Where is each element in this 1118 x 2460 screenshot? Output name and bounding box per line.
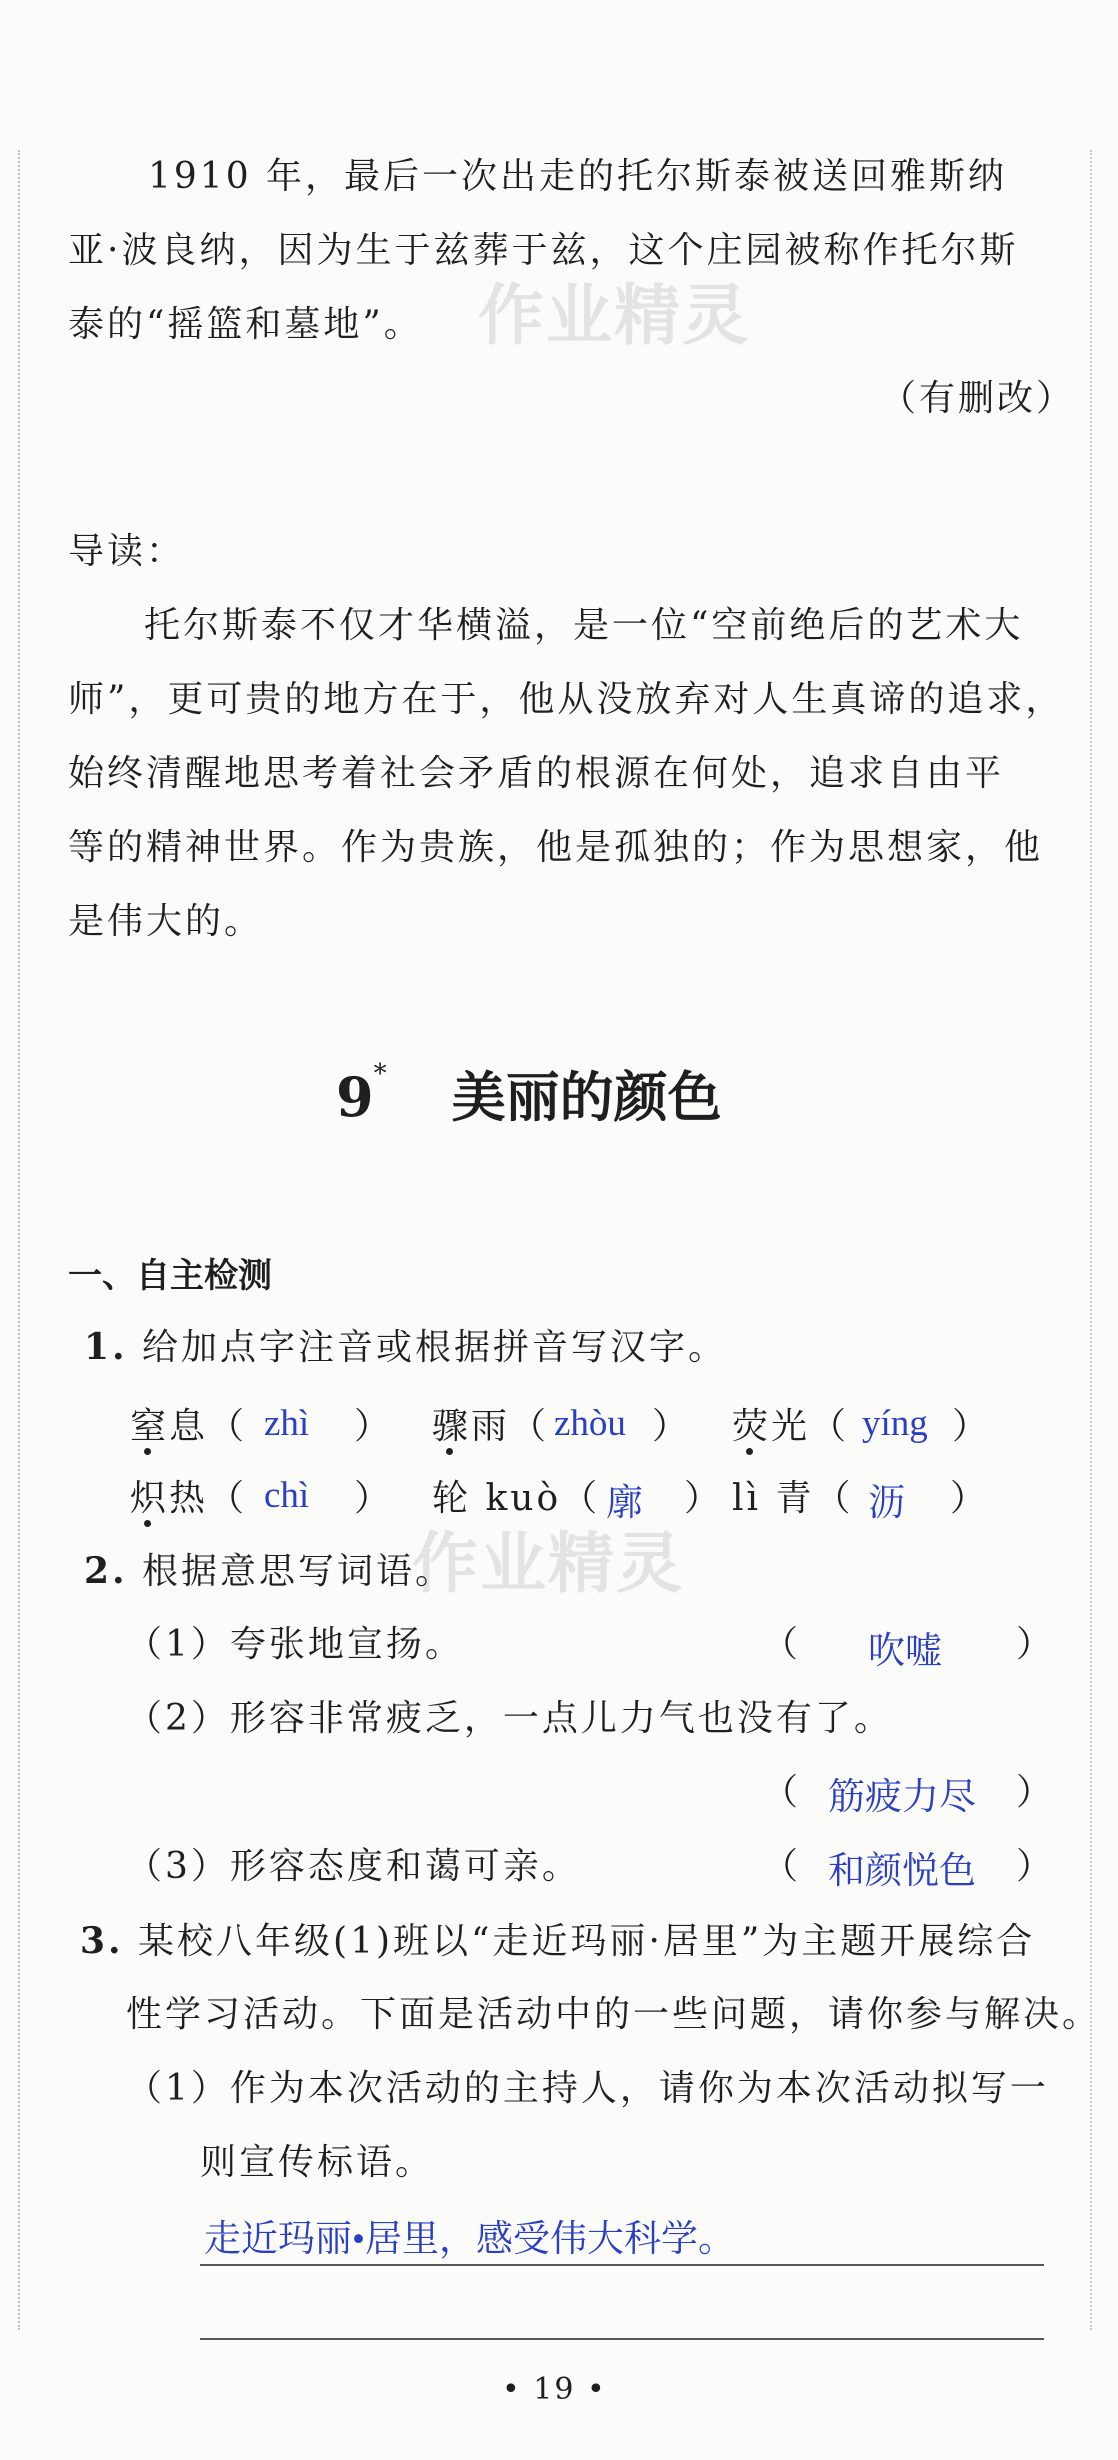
q1-answer: yíng (862, 1403, 928, 1444)
q1-answer: zhì (264, 1403, 310, 1444)
emphasis-dot (144, 1448, 151, 1455)
q2-open: （ (762, 1772, 802, 1813)
q1-answer: chì (264, 1475, 310, 1516)
lesson-heading (336, 1055, 722, 1132)
lesson-star: * (373, 1059, 387, 1089)
question-prompt: 给加点字注音或根据拼音写汉字。 (142, 1327, 728, 1368)
answer-line (200, 2264, 1044, 2266)
guide-line: 师”，更可贵的地方在于，他从没放弃对人生真谛的追求， (68, 679, 1065, 720)
watermark: 作业精灵 (478, 277, 750, 354)
guide-line: 等的精神世界。作为贵族，他是孤独的；作为思想家，他 (68, 827, 1044, 868)
q2-close: ） (1016, 1624, 1056, 1665)
q1-close: ） (354, 1478, 394, 1519)
item-word: 骤雨（ (432, 1406, 550, 1447)
emphasis-dot (446, 1448, 453, 1455)
question-number: 1. (84, 1326, 128, 1368)
passage-line: 亚·波良纳，因为生于兹葬于兹，这个庄园被称作托尔斯 (68, 230, 1019, 271)
q1-answer: 沥 (868, 1483, 905, 1524)
q2-answer: 吹嘘 (868, 1631, 942, 1672)
item-word: 轮 kuò（ (432, 1478, 601, 1519)
section-heading: 一、自主检测 (68, 1256, 272, 1296)
q3-answer: 走近玛丽•居里，感受伟大科学。 (204, 2219, 735, 2260)
question-prompt: 根据意思写词语。 (142, 1551, 455, 1592)
source-note: （有删改） (880, 378, 1076, 419)
passage-line: 泰的“摇篮和墓地”。 (68, 304, 423, 345)
watermark: 作业精灵 (412, 1525, 684, 1602)
q1-close: ） (684, 1478, 724, 1519)
q2-item-label: （2）形容非常疲乏，一点儿力气也没有了。 (126, 1698, 893, 1739)
q2-open: （ (762, 1846, 802, 1887)
guide-label: 导读： (68, 531, 186, 572)
question-text: 某校八年级(1)班以“走近玛丽·居里”为主题开展综合 (138, 1921, 1036, 1962)
answer-line (200, 2338, 1044, 2340)
page-number: • 19 • (502, 2372, 607, 2407)
guide-line: 托尔斯泰不仅才华横溢，是一位“空前绝后的艺术大 (144, 605, 1024, 646)
emphasis-dot (746, 1448, 753, 1455)
q1-close: ） (652, 1406, 692, 1447)
passage-line: 1910 年，最后一次出走的托尔斯泰被送回雅斯纳 (148, 156, 1008, 197)
q1-close: ） (354, 1406, 394, 1447)
q1-answer: 廓 (606, 1483, 643, 1524)
q1-answer: zhòu (554, 1403, 626, 1444)
sub-label: （1） (126, 2068, 230, 2109)
q2-open: （ (762, 1624, 802, 1665)
q2-close: ） (1016, 1846, 1056, 1887)
lesson-title: 美丽的颜色 (451, 1066, 722, 1129)
q1-close: ） (950, 1478, 990, 1519)
q2-answer: 和颜悦色 (828, 1851, 976, 1892)
left-margin-rule (18, 150, 20, 2330)
q2-answer: 筋疲力尽 (828, 1777, 976, 1818)
question-3 (80, 1904, 1035, 1979)
q3-sub1 (126, 2052, 1049, 2126)
q1-close: ） (952, 1406, 992, 1447)
guide-line: 是伟大的。 (68, 901, 264, 942)
q2-close: ） (1016, 1772, 1056, 1813)
emphasis-dot (144, 1520, 151, 1527)
question-text: 性学习活动。下面是活动中的一些问题，请你参与解决。 (126, 1994, 1102, 2035)
item-word: lì 青（ (732, 1478, 854, 1519)
q2-item-label: （1）夸张地宣扬。 (126, 1624, 464, 1665)
question-1 (84, 1310, 727, 1385)
item-word: 荧光（ (732, 1406, 850, 1447)
q1-item (732, 1462, 853, 1536)
sub-text: 作为本次活动的主持人，请你为本次活动拟写一 (229, 2068, 1049, 2109)
item-word: 炽热（ (130, 1478, 248, 1519)
guide-line: 始终清醒地思考着社会矛盾的根源在何处，追求自由平 (68, 753, 1005, 794)
question-number: 3. (80, 1920, 124, 1962)
item-word: 窒息（ (130, 1406, 248, 1447)
question-2 (84, 1534, 454, 1609)
lesson-number: 9 (336, 1065, 374, 1129)
question-number: 2. (84, 1550, 128, 1592)
q2-item-label: （3）形容态度和蔼可亲。 (126, 1846, 581, 1887)
sub-text: 则宣传标语。 (200, 2142, 435, 2183)
